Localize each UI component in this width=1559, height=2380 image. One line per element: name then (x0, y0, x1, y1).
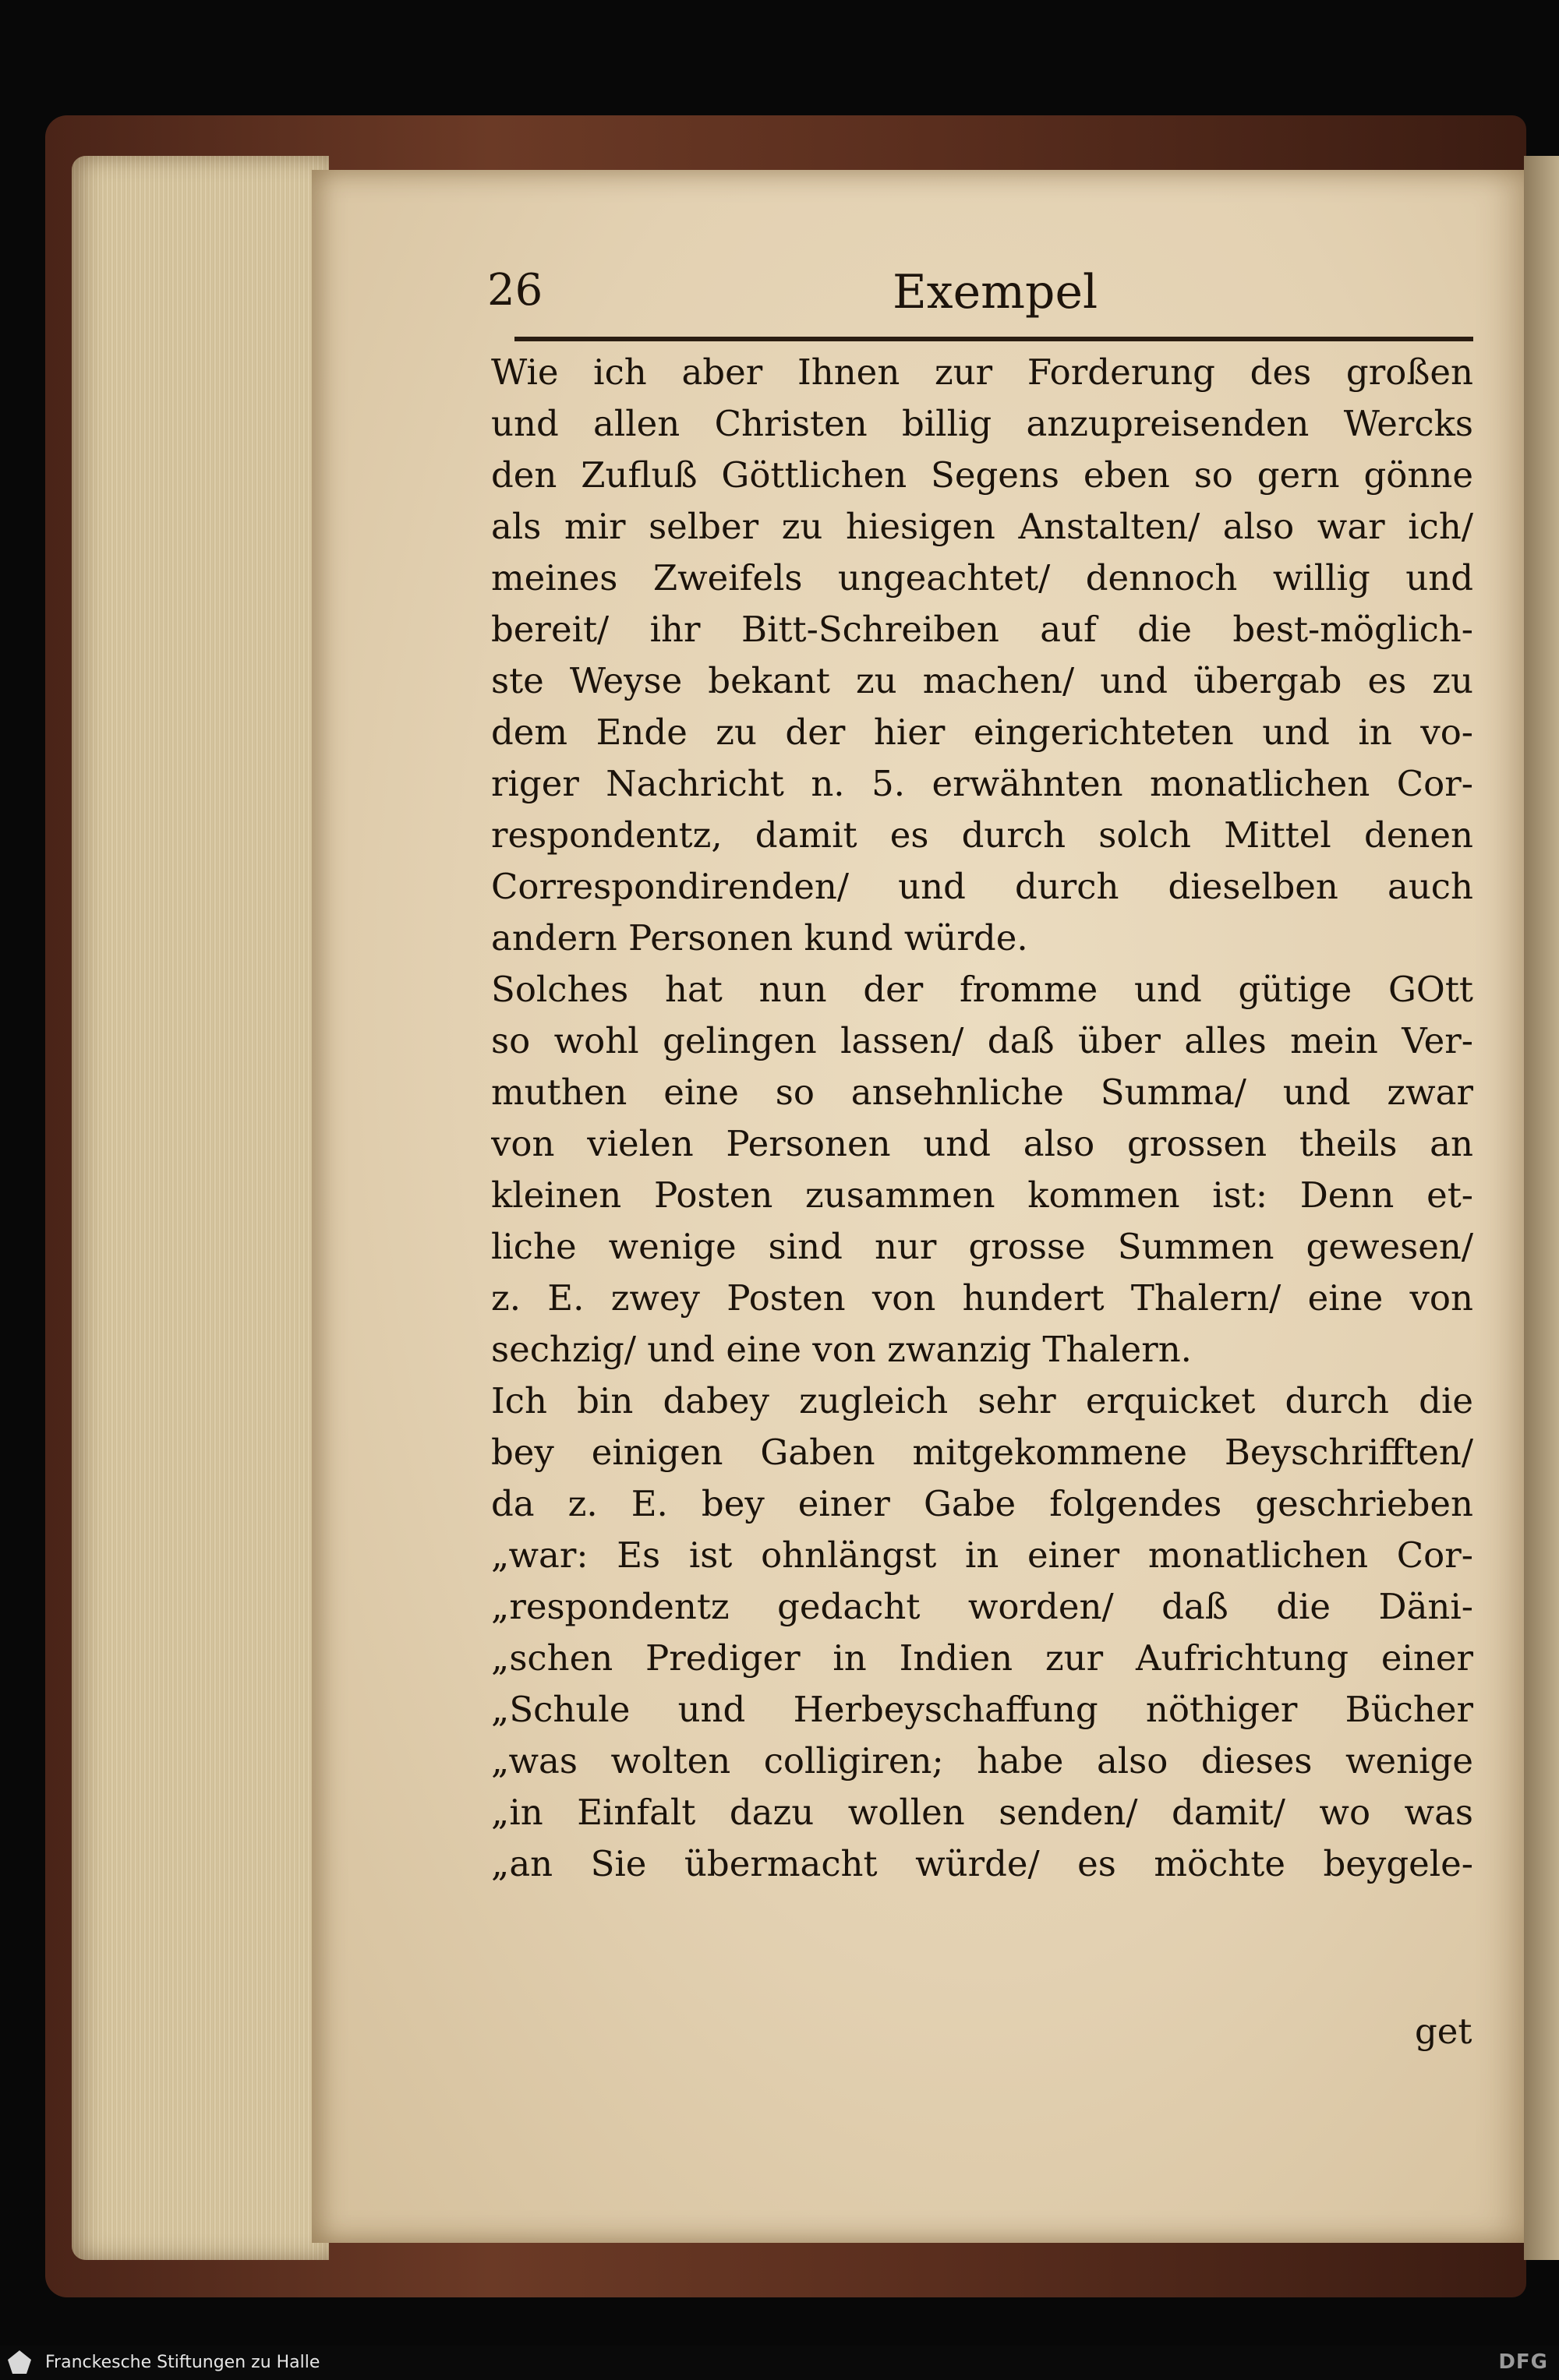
text-line: „respondentz gedacht worden/ daß die Däni- (491, 1586, 1473, 1627)
opposite-page-edge (1524, 156, 1559, 2260)
text-line: respondentz, damit es durch solch Mittel denen (491, 814, 1473, 856)
running-title: Exempel (893, 265, 1098, 320)
text-line: muthen eine so ansehnliche Summa/ und zwar (491, 1072, 1473, 1113)
text-line: dem Ende zu der hier eingerichteten und in vo- (491, 712, 1473, 753)
text-line: „war: Es ist ohnlängst in einer monatlichen Cor- (491, 1534, 1473, 1576)
text-line: bey einigen Gaben mitgekommene Beyschrifften/ (491, 1432, 1473, 1473)
institution-logo-icon (8, 2350, 31, 2374)
page-number: 26 (487, 265, 543, 316)
text-line: kleinen Posten zusammen kommen ist: Denn et- (491, 1174, 1473, 1216)
page-header (487, 265, 1469, 327)
dfg-logo: DFG (1498, 2350, 1548, 2374)
text-line: sechzig/ und eine von zwanzig Thalern. (491, 1329, 1192, 1370)
text-line: von vielen Personen und also grossen theils an (491, 1123, 1473, 1164)
text-line: als mir selber zu hiesigen Anstalten/ also war ich/ (491, 506, 1473, 547)
text-line: „Schule und Herbeyschaffung nöthiger Bücher (491, 1689, 1473, 1730)
text-line: so wohl gelingen lassen/ daß über alles mein Ver- (491, 1020, 1473, 1061)
body-text (491, 347, 1473, 1890)
catchword: get (1415, 2011, 1472, 2052)
text-line: z. E. zwey Posten von hundert Thalern/ eine von (491, 1277, 1473, 1319)
text-line: Solches hat nun der fromme und gütige GOtt (491, 969, 1473, 1010)
text-line: Wie ich aber Ihnen zur Forderung des großen (491, 351, 1473, 393)
text-line: liche wenige sind nur grosse Summen gewesen/ (491, 1226, 1473, 1267)
institution-name: Franckesche Stiftungen zu Halle (45, 2353, 320, 2372)
text-line: „was wolten colligiren; habe also dieses wenige (491, 1740, 1473, 1781)
text-line: „schen Prediger in Indien zur Aufrichtung einer (491, 1637, 1473, 1679)
text-line: da z. E. bey einer Gabe folgendes geschrieben (491, 1483, 1473, 1524)
text-line: riger Nachricht n. 5. erwähnten monatlichen Cor- (491, 763, 1473, 804)
text-line: meines Zweifels ungeachtet/ dennoch willig und (491, 557, 1473, 599)
text-line: Correspondirenden/ und durch dieselben auch (491, 866, 1473, 907)
text-line: ste Weyse bekant zu machen/ und übergab es zu (491, 660, 1473, 701)
text-line: den Zufluß Göttlichen Segens eben so gern gönne (491, 454, 1473, 496)
text-line: Ich bin dabey zugleich sehr erquicket durch die (491, 1380, 1473, 1421)
page-edges (72, 156, 329, 2260)
text-line: andern Personen kund würde. (491, 917, 1028, 959)
text-line: „in Einfalt dazu wollen senden/ damit/ wo was (491, 1792, 1473, 1833)
text-line: bereit/ ihr Bitt-Schreiben auf die best-möglich- (491, 609, 1473, 650)
viewer-footer (0, 2346, 1559, 2380)
text-line: „an Sie übermacht würde/ es möchte beygele- (491, 1843, 1473, 1884)
text-line: und allen Christen billig anzupreisenden Wercks (491, 403, 1473, 444)
header-rule (514, 337, 1473, 341)
